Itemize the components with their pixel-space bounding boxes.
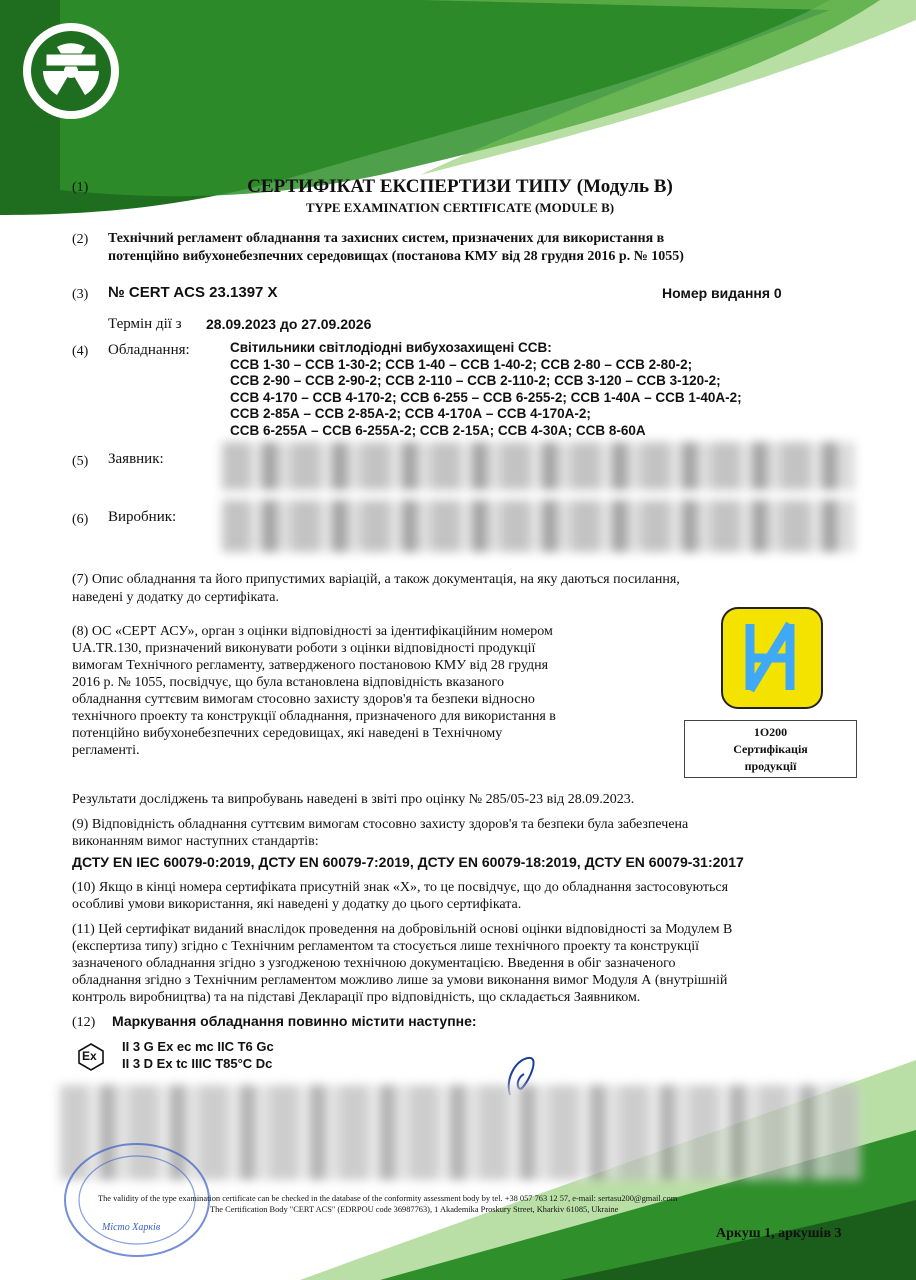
accreditation-line1: Сертифікація — [733, 742, 808, 756]
ex-symbol-icon — [76, 1042, 106, 1072]
section-2-line2: потенційно вибухонебезпечних середовищах (постанова КМУ від 28 грудня 2016 р. № 1055) — [108, 249, 684, 264]
equipment-line: Світильники світлодіодні вибухозахищені ССВ: — [230, 340, 552, 355]
accreditation-mark — [720, 606, 824, 710]
ua-accreditation-icon — [720, 606, 824, 710]
marking-heading: Маркування обладнання повинно містити наступне: — [112, 1013, 477, 1029]
ex-symbol-text: Ex — [82, 1049, 97, 1063]
stamp-city: Місто Харків — [102, 1222, 161, 1233]
logo — [22, 22, 120, 120]
title-en: TYPE EXAMINATION CERTIFICATE (MODULE B) — [305, 200, 615, 215]
applicant-label: Заявник: — [108, 451, 164, 467]
accreditation-box — [684, 720, 857, 778]
section-7-line2: наведені у додатку до сертифіката. — [72, 590, 279, 605]
section-8-line: 2016 р. № 1055, посвідчує, що була встановлена відповідність вказаного — [72, 675, 504, 690]
equipment-list — [230, 340, 742, 439]
section-10-line1: (10) Якщо в кінці номера сертифіката присутній знак «Х», то це посвідчує, що до обладнання застосовуються — [72, 880, 729, 895]
section-8-line: потенційно вибухонебезпечних середовищах, які наведені в Технічному — [72, 726, 503, 741]
applicant-redacted — [222, 442, 854, 490]
footer-line1: The validity of the type examination certificate can be checked in the database of the conformity assessment body by tel. +38 057 763 12 57, e-mail: sertasu200@gmail.com — [98, 1194, 678, 1203]
section-11-line: (11) Цей сертифікат виданий внаслідок проведення на добровільній основі оцінки відповідності за Модулем В — [72, 922, 733, 937]
section-9-line2: виконанням вимог наступних стандартів: — [72, 834, 319, 849]
section-4-number: (4) — [72, 344, 89, 359]
top-wave-mid — [60, 0, 880, 196]
section-8-line: UA.TR.130, призначений виконувати роботи з оцінки відповідності продукції — [72, 641, 536, 656]
section-8-text — [72, 623, 672, 759]
section-12-number: (12) — [72, 1015, 96, 1030]
section-2-number: (2) — [72, 232, 89, 247]
section-11-line: контроль виробництва) та на підставі Декларації про відповідність, що складається Заявником. — [72, 990, 641, 1005]
equipment-label: Обладнання: — [108, 342, 190, 358]
section-8-line: регламенті. — [72, 743, 140, 758]
section-9-line1: (9) Відповідність обладнання суттєвим вимогам стосовно захисту здоров'я та безпеки була забезпечена — [72, 817, 689, 832]
validity-value: 28.09.2023 до 27.09.2026 — [206, 316, 372, 332]
equipment-line: ССВ 6-255А – ССВ 6-255А-2; ССВ 2-15А; ССВ 4-30А; ССВ 8-60А — [230, 422, 646, 438]
section-1-number: (1) — [72, 180, 89, 195]
radiation-logo-icon — [22, 22, 120, 120]
certificate-number: № CERT ACS 23.1397 X — [108, 284, 278, 301]
sheet-number: Аркуш 1, аркушів 3 — [716, 1226, 842, 1241]
marking-line1: II 3 G Ex ec mc IIC T6 Gc — [122, 1039, 274, 1054]
accreditation-code: 1O200 — [753, 725, 788, 739]
issue-number: Номер видання 0 — [662, 285, 782, 301]
section-8-line: (8) ОС «СЕРТ АСУ», орган з оцінки відповідності за ідентифікаційним номером — [72, 624, 553, 639]
marking-line2: II 3 D Ex tc IIIC T85°C Dc — [122, 1056, 273, 1071]
equipment-line: ССВ 2-90 – ССВ 2-90-2; ССВ 2-110 – ССВ 2-110-2; ССВ 3-120 – ССВ 3-120-2; — [230, 373, 721, 388]
results-text: Результати досліджень та випробувань наведені в звіті про оцінку № 285/05-23 від 28.09.2023. — [72, 792, 635, 807]
section-2-line1: Технічний регламент обладнання та захисних систем, призначених для використання в — [108, 231, 665, 246]
section-11-line: обладнання згідно з Технічним регламентом можливо лише за умови виконання вимог Модуля А (внутрішній — [72, 973, 728, 988]
section-3-number: (3) — [72, 287, 89, 302]
title-ua: СЕРТИФІКАТ ЕКСПЕРТИЗИ ТИПУ (Модуль В) — [247, 176, 673, 197]
section-8-line: обладнання суттєвим вимогам стосовно захисту здоров'я та безпеки відносно — [72, 692, 535, 707]
equipment-line: ССВ 2-85А – ССВ 2-85А-2; ССВ 4-170А – ССВ 4-170А-2; — [230, 406, 591, 421]
section-11-line: зазначеного обладнання згідно з узгодженою технічною документацією. Введення в обіг зазначеного — [72, 956, 676, 971]
section-6-number: (6) — [72, 512, 89, 527]
section-11-line: (експертиза типу) згідно с Технічним регламентом та стосується лише технічного проекту та конструкції — [72, 939, 700, 954]
validity-label: Термін дії з — [108, 316, 182, 332]
section-8-line: технічного проекту та конструкції обладнання, призначеного для використання в — [72, 709, 556, 724]
section-5-number: (5) — [72, 454, 89, 469]
standards-list: ДСТУ EN IEC 60079-0:2019, ДСТУ EN 60079-7:2019, ДСТУ EN 60079-18:2019, ДСТУ EN 60079-31:2017 — [72, 854, 744, 870]
section-11-text — [72, 921, 732, 1006]
section-7-line1: (7) Опис обладнання та його припустимих варіацій, а також документація, на яку даються посилання, — [72, 572, 680, 587]
equipment-line: ССВ 4-170 – ССВ 4-170-2; ССВ 6-255 – ССВ 6-255-2; ССВ 1-40А – ССВ 1-40А-2; — [230, 389, 742, 405]
equipment-line: ССВ 1-30 – ССВ 1-30-2; ССВ 1-40 – ССВ 1-40-2; ССВ 2-80 – ССВ 2-80-2; — [230, 356, 693, 372]
manufacturer-label: Виробник: — [108, 509, 177, 525]
section-10-line2: особливі умови використання, які наведені у додатку до цього сертифіката. — [72, 897, 522, 912]
accreditation-line2: продукції — [744, 759, 797, 773]
footer-line2: The Certification Body "CERT ACS" (EDRPOU code 36987763), 1 Akademika Proskury Street, Kharkiv 61085, Ukraine — [210, 1205, 619, 1214]
manufacturer-redacted — [222, 500, 854, 552]
section-8-line: вимогам Технічного регламенту, затвердженого постановою КМУ від 28 грудня — [72, 658, 549, 673]
